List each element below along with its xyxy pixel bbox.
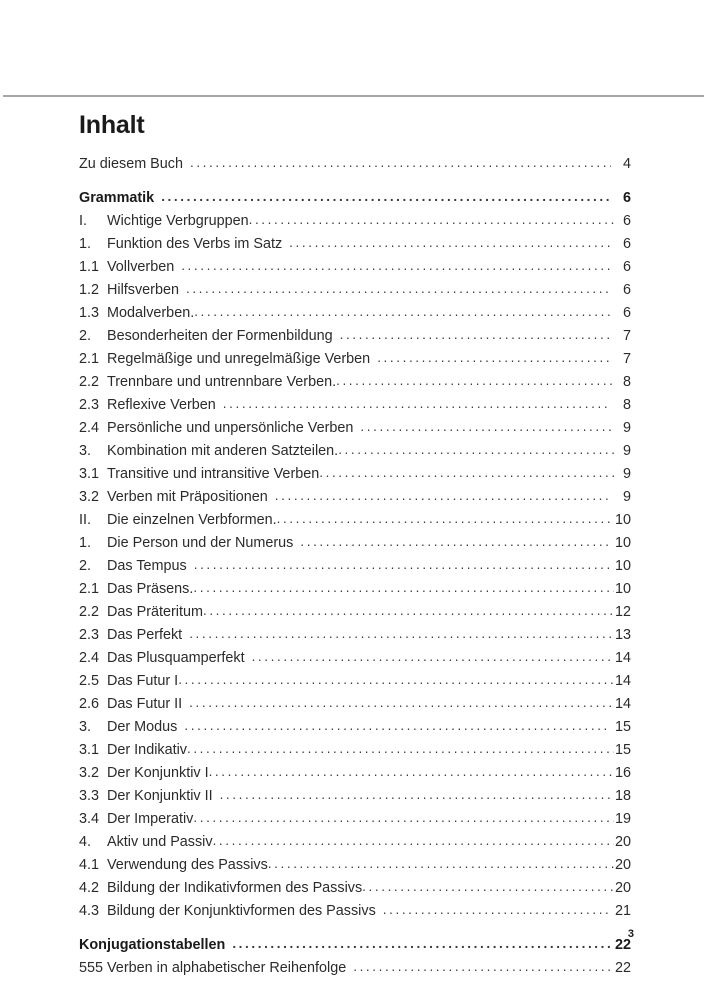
toc-entry-page: 21 <box>614 903 631 919</box>
toc-entry-label: Aktiv und Passiv <box>107 834 213 850</box>
toc-entry-label: Transitive und intransitive Verben <box>107 466 320 482</box>
toc-entry[interactable] <box>79 789 631 812</box>
toc-entry-label: Modalverben. <box>107 305 195 321</box>
toc-entry[interactable] <box>79 329 631 352</box>
toc-leader-dots <box>189 696 611 710</box>
toc-entry-number: 2.5 <box>79 673 100 689</box>
toc-leader-dots <box>252 650 611 664</box>
toc-entry-number: 4.1 <box>79 857 100 873</box>
toc-entry-label: Reflexive Verben <box>107 397 216 413</box>
toc-entry-number: 3.4 <box>79 811 100 827</box>
toc-leader-dots <box>338 443 614 457</box>
toc-entry-number: 1.1 <box>79 259 100 275</box>
toc-entry-label: Der Indikativ <box>107 742 187 758</box>
toc-entry-page: 10 <box>614 581 631 597</box>
toc-entry-number: 3.2 <box>79 489 100 505</box>
toc-entry-page: 6 <box>622 259 631 275</box>
toc-entry[interactable] <box>79 490 631 513</box>
toc-entry-page: 15 <box>614 719 631 735</box>
toc-entry-page: 9 <box>622 489 631 505</box>
toc-entry-page: 9 <box>622 443 631 459</box>
toc-leader-dots <box>187 742 614 756</box>
toc-leader-dots <box>190 156 611 170</box>
toc-entry[interactable] <box>79 375 631 398</box>
toc-entry-number: 2.3 <box>79 397 100 413</box>
toc-entry-label: Konjugationstabellen <box>79 937 226 953</box>
toc-entry-label: Der Imperativ <box>107 811 194 827</box>
toc-entry[interactable] <box>79 260 631 283</box>
toc-entry-label: Wichtige Verbgruppen <box>107 213 249 229</box>
toc-entry-page: 9 <box>622 420 631 436</box>
toc-entry[interactable] <box>79 938 631 961</box>
toc-leader-dots <box>194 305 614 319</box>
toc-entry-page: 15 <box>614 742 631 758</box>
toc-entry-number: 4. <box>79 834 92 850</box>
toc-leader-dots <box>319 466 614 480</box>
toc-leader-dots <box>362 880 614 894</box>
toc-entry-label: Der Konjunktiv I <box>107 765 209 781</box>
toc-entry-number: 3. <box>79 443 92 459</box>
toc-leader-dots <box>360 420 611 434</box>
toc-entry[interactable] <box>79 283 631 306</box>
toc-leader-dots <box>268 857 614 871</box>
toc-entry-page: 13 <box>614 627 631 643</box>
toc-entry[interactable] <box>79 352 631 375</box>
toc-leader-dots <box>275 489 611 503</box>
toc-list <box>79 157 631 984</box>
toc-entry[interactable] <box>79 858 631 881</box>
toc-leader-dots <box>189 627 611 641</box>
toc-leader-dots <box>193 581 614 595</box>
toc-entry-page: 6 <box>622 190 631 206</box>
toc-entry-label: Verwendung des Passivs <box>107 857 268 873</box>
toc-entry-label: Kombination mit anderen Satzteilen. <box>107 443 339 459</box>
toc-leader-dots <box>249 213 614 227</box>
toc-entry-page: 20 <box>614 857 631 873</box>
toc-entry-label: Funktion des Verbs im Satz <box>107 236 283 252</box>
toc-entry-number: 2.4 <box>79 420 100 436</box>
toc-entry[interactable] <box>79 628 631 651</box>
toc-leader-dots <box>184 719 611 733</box>
toc-entry-page: 20 <box>614 834 631 850</box>
toc-leader-dots <box>194 558 611 572</box>
toc-entry-number: 3.3 <box>79 788 100 804</box>
toc-leader-dots <box>300 535 611 549</box>
toc-entry-page: 8 <box>622 397 631 413</box>
toc-entry-number: II. <box>79 512 91 528</box>
toc-entry-page: 12 <box>614 604 631 620</box>
toc-entry-label: Grammatik <box>79 190 155 206</box>
toc-entry-number: 1. <box>79 236 92 252</box>
toc-entry[interactable] <box>79 697 631 720</box>
toc-entry[interactable] <box>79 536 631 559</box>
toc-leader-dots <box>178 673 614 687</box>
toc-entry[interactable] <box>79 157 631 180</box>
toc-leader-dots <box>220 788 611 802</box>
toc-entry-number: 2.2 <box>79 604 100 620</box>
toc-leader-dots <box>353 960 611 974</box>
toc-entry-page: 14 <box>614 650 631 666</box>
toc-leader-dots <box>213 834 614 848</box>
toc-entry-number: 2.1 <box>79 351 100 367</box>
toc-entry[interactable] <box>79 835 631 858</box>
toc-entry-page: 16 <box>614 765 631 781</box>
toc-entry-number: 3. <box>79 719 92 735</box>
toc-entry[interactable] <box>79 720 631 743</box>
toc-entry[interactable] <box>79 444 631 467</box>
toc-entry-page: 6 <box>622 305 631 321</box>
toc-entry[interactable] <box>79 812 631 835</box>
toc-entry[interactable] <box>79 651 631 674</box>
toc-leader-dots <box>289 236 611 250</box>
toc-entry[interactable] <box>79 306 631 329</box>
toc-leader-dots <box>186 282 611 296</box>
toc-entry-label: Zu diesem Buch <box>79 156 183 172</box>
toc-leader-dots <box>181 259 611 273</box>
toc-entry[interactable] <box>79 743 631 766</box>
toc-entry-label: Vollverben <box>107 259 175 275</box>
toc-entry-number: 3.1 <box>79 466 100 482</box>
toc-leader-dots <box>223 397 611 411</box>
toc-entry-page: 18 <box>614 788 631 804</box>
toc-entry-number: I. <box>79 213 87 229</box>
toc-entry-label: Verben mit Präpositionen <box>107 489 268 505</box>
toc-entry[interactable] <box>79 214 631 237</box>
toc-leader-dots <box>193 811 614 825</box>
toc-entry-number: 2.6 <box>79 696 100 712</box>
toc-entry-label: Die Person und der Numerus <box>107 535 294 551</box>
toc-entry-label: Das Präteritum <box>107 604 203 620</box>
toc-entry[interactable] <box>79 961 631 984</box>
toc-entry-label: Der Modus <box>107 719 178 735</box>
toc-entry-number: 1. <box>79 535 92 551</box>
toc-entry[interactable] <box>79 513 631 536</box>
toc-entry-page: 6 <box>622 213 631 229</box>
toc-entry-label: Hilfsverben <box>107 282 179 298</box>
toc-entry-label: Besonderheiten der Formenbildung <box>107 328 333 344</box>
toc-entry-number: 2.4 <box>79 650 100 666</box>
toc-leader-dots <box>340 328 611 342</box>
toc-entry-page: 19 <box>614 811 631 827</box>
toc-entry-number: 2.1 <box>79 581 100 597</box>
page-title: Inhalt <box>79 111 145 139</box>
toc-entry[interactable] <box>79 605 631 628</box>
toc-entry-number: 1.2 <box>79 282 100 298</box>
toc-entry-label: Der Konjunktiv II <box>107 788 213 804</box>
toc-leader-dots <box>277 512 614 526</box>
toc-leader-dots <box>209 765 614 779</box>
toc-entry-page: 4 <box>622 156 631 172</box>
toc-leader-dots <box>336 374 614 388</box>
toc-entry-page: 9 <box>622 466 631 482</box>
toc-entry-label: Das Präsens. <box>107 581 194 597</box>
toc-entry-page: 6 <box>622 282 631 298</box>
toc-entry-label: Bildung der Indikativformen des Passivs <box>107 880 363 896</box>
toc-entry-page: 22 <box>614 960 631 976</box>
toc-entry[interactable] <box>79 766 631 789</box>
toc-entry[interactable] <box>79 237 631 260</box>
toc-entry[interactable] <box>79 674 631 697</box>
toc-entry-number: 1.3 <box>79 305 100 321</box>
toc-entry-label: Das Futur II <box>107 696 183 712</box>
toc-entry[interactable] <box>79 467 631 490</box>
header-rule <box>3 95 704 97</box>
page-number: 3 <box>627 928 634 940</box>
toc-entry-number: 3.2 <box>79 765 100 781</box>
toc-leader-dots <box>377 351 611 365</box>
toc-entry-label: Regelmäßige und unregelmäßige Verben <box>107 351 371 367</box>
toc-entry-number: 2.2 <box>79 374 100 390</box>
toc-entry-page: 22 <box>614 937 631 953</box>
toc-entry[interactable] <box>79 559 631 582</box>
toc-entry[interactable] <box>79 582 631 605</box>
toc-entry-number: 4.3 <box>79 903 100 919</box>
toc-entry-page: 10 <box>614 535 631 551</box>
toc-entry-page: 20 <box>614 880 631 896</box>
toc-entry-label: Das Plusquamperfekt <box>107 650 245 666</box>
toc-entry-number: 2. <box>79 558 92 574</box>
toc-entry[interactable] <box>79 398 631 421</box>
toc-entry-number: 4.2 <box>79 880 100 896</box>
toc-leader-dots <box>383 903 611 917</box>
toc-entry-label: Persönliche und unpersönliche Verben <box>107 420 354 436</box>
toc-entry-label: Trennbare und untrennbare Verben. <box>107 374 337 390</box>
toc-entry-label: Das Tempus <box>107 558 187 574</box>
toc-entry-label: Die einzelnen Verbformen. <box>107 512 277 528</box>
toc-entry-page: 10 <box>614 558 631 574</box>
toc-entry[interactable] <box>79 881 631 904</box>
toc-entry-label: 555 Verben in alphabetischer Reihenfolge <box>79 960 347 976</box>
toc-entry-page: 10 <box>614 512 631 528</box>
toc-entry-label: Das Perfekt <box>107 627 183 643</box>
toc-entry-label: Das Futur I <box>107 673 179 689</box>
toc-entry[interactable] <box>79 904 631 927</box>
toc-entry-page: 8 <box>622 374 631 390</box>
toc-entry-number: 2. <box>79 328 92 344</box>
toc-entry-number: 2.3 <box>79 627 100 643</box>
toc-entry[interactable] <box>79 421 631 444</box>
toc-entry-page: 6 <box>622 236 631 252</box>
toc-leader-dots <box>161 190 611 204</box>
toc-entry-page: 14 <box>614 696 631 712</box>
toc-entry-page: 14 <box>614 673 631 689</box>
toc-entry-label: Bildung der Konjunktivformen des Passivs <box>107 903 376 919</box>
toc-entry-page: 7 <box>622 351 631 367</box>
toc-entry-page: 7 <box>622 328 631 344</box>
toc-leader-dots <box>203 604 614 618</box>
toc-entry-number: 3.1 <box>79 742 100 758</box>
toc-entry[interactable] <box>79 191 631 214</box>
toc-content <box>79 113 631 984</box>
